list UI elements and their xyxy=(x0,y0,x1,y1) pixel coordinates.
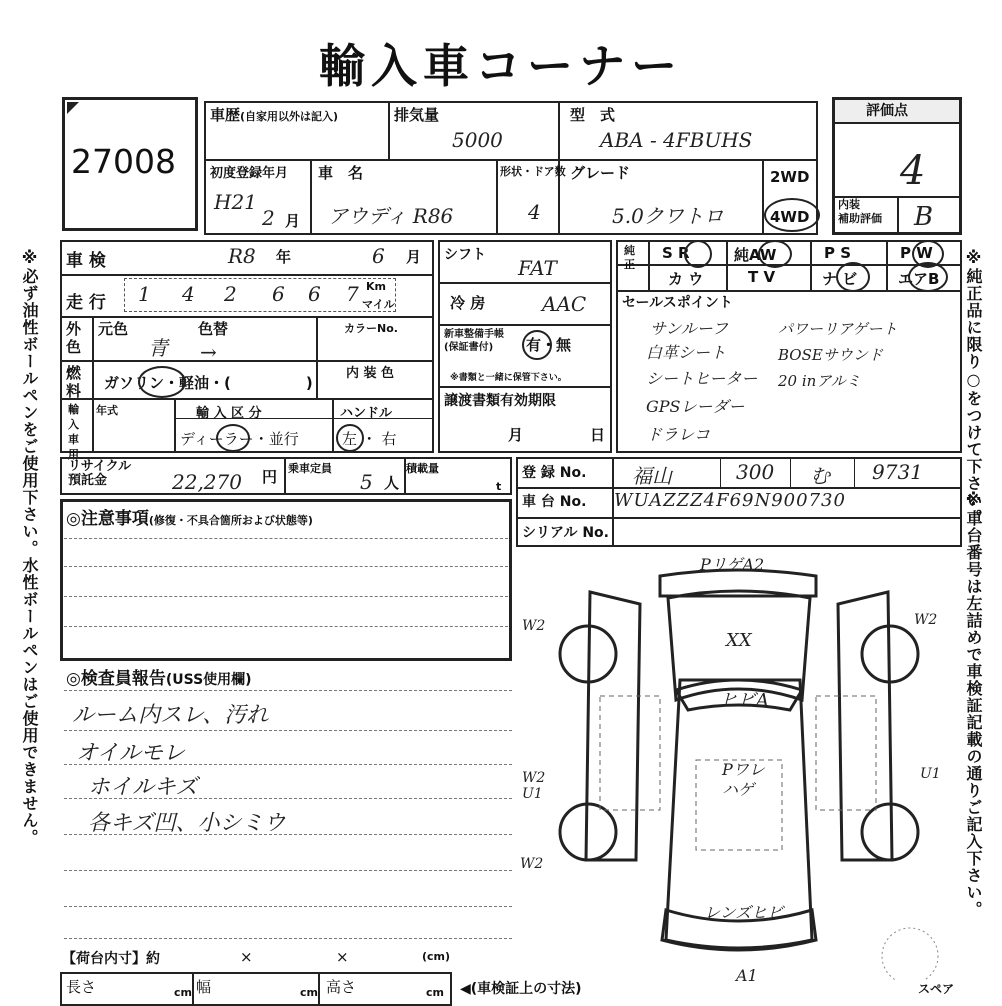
color-orig-label: 元色 xyxy=(98,320,129,338)
sales-point-left: シートヒーター xyxy=(646,369,758,388)
color-change-label: 色替 xyxy=(198,320,229,338)
displacement-value: 5000 xyxy=(452,128,503,152)
diagram-rear-mark: PリゲA2 xyxy=(700,555,765,574)
sales-point-left: 白革シート xyxy=(646,343,727,362)
registration-number: 9731 xyxy=(872,460,923,484)
sales-point-right: BOSEサウンド xyxy=(778,346,883,364)
mileage-label: 走 行 xyxy=(66,293,106,313)
dims-note: ◀(車検証上の寸法) xyxy=(460,981,582,997)
car-name-value: アウディ R86 xyxy=(328,204,454,228)
warranty-value: 有・無 xyxy=(526,336,572,354)
handle-value: 左 ・ 右 xyxy=(342,430,397,448)
diagram-front-mark: A1 xyxy=(736,966,758,985)
warranty-note: ※書類と一緒に保管下さい。 xyxy=(450,373,567,383)
cargo-unit: (cm) xyxy=(422,950,451,963)
mileage-digit: 4 xyxy=(182,282,195,306)
load-label: 積載量 xyxy=(406,462,439,475)
inspector-line: ルーム内スレ、汚れ xyxy=(72,703,269,728)
aircon-value: AAC xyxy=(542,292,587,316)
equipment-navi: ナ ビ xyxy=(822,270,858,288)
inspector-line: ホイルキズ xyxy=(88,775,198,800)
cert-month: 月 xyxy=(508,426,524,444)
right-margin-note-2: ※車台番号は左詰めで車検証記載の通りご記入下さい。 xyxy=(964,490,983,918)
first-reg-year: H21 xyxy=(214,190,257,214)
left-margin-note: ※必ず油性ボールペンをご使用下さい。水性ボールペンはご使用できません。 xyxy=(20,248,39,846)
dims-width: 幅 xyxy=(196,978,212,996)
capacity-value: 5 xyxy=(360,470,373,494)
equipment-sr: S R xyxy=(662,244,690,262)
interior-score-label: 内装 補助評価 xyxy=(838,198,882,225)
page-title: 輸入車コーナー xyxy=(319,39,683,93)
mileage-digit: 1 xyxy=(138,282,151,306)
handle-label: ハンドル xyxy=(340,406,393,421)
notes-label: ◎注意事項(修復・不具合箇所および状態等) xyxy=(66,509,313,529)
diagram-body-mark: Pワレ ハゲ xyxy=(722,760,765,799)
fuel-label: 燃料 xyxy=(66,364,82,400)
diagram-glass-mark: レンズヒビ xyxy=(704,903,784,922)
mileage-digit: 7 xyxy=(346,282,359,306)
import-kind-label: 輸 入 区 分 xyxy=(196,406,262,421)
mileage-unit-km: Km xyxy=(366,280,386,293)
shaken-month-label: 月 xyxy=(406,248,422,266)
dims-row xyxy=(60,972,452,1006)
import-year-label: 年式 xyxy=(96,404,118,417)
right-margin-note-1: ※純正品に限り○をつけて下さい。 xyxy=(964,248,983,526)
displacement-label: 排気量 xyxy=(394,106,440,124)
equipment-genuine-label: 純正 xyxy=(624,244,635,271)
diagram-xx-mark: XX xyxy=(726,630,752,651)
color-arrow: → xyxy=(200,340,217,364)
inspector-line: オイルモレ xyxy=(76,741,185,766)
recycle-label: リサイクル 預託金 xyxy=(68,459,132,488)
cargo-x1: × xyxy=(240,948,253,966)
serial-label: シリアル No. xyxy=(522,525,609,541)
chassis-label: 車 台 No. xyxy=(522,494,587,510)
sales-point-left: サンルーフ xyxy=(650,319,729,338)
spare-tire-label: スペア xyxy=(918,982,955,996)
mileage-digit: 2 xyxy=(224,282,237,306)
color-label: 外色 xyxy=(66,320,82,356)
dims-height-unit: cm xyxy=(426,986,444,999)
equipment-airbag: エアB xyxy=(898,270,940,288)
mileage-digit: 6 xyxy=(308,282,321,306)
fuel-options: ガソリン・軽油・( ) xyxy=(104,374,313,392)
car-name-label: 車 名 xyxy=(318,164,364,182)
diagram-left-rear-mark: W2 xyxy=(520,856,544,872)
shaken-month: 6 xyxy=(372,244,385,268)
score-value: 4 xyxy=(900,148,926,194)
import-label: 輸入車用 xyxy=(68,403,79,461)
grade-value: 5.0クワトロ xyxy=(612,204,724,228)
shaken-year: R8 xyxy=(228,244,256,268)
sales-point-right: パワーリアゲート xyxy=(778,320,898,338)
sales-point-right: 20 inアルミ xyxy=(778,372,861,390)
inspector-label: ◎検査員報告(USS使用欄) xyxy=(66,669,252,689)
score-label: 評価点 xyxy=(866,103,908,119)
chassis-value: WUAZZZ4F69N900730 xyxy=(614,490,846,511)
diagram-right-mid-mark: U1 xyxy=(920,766,941,782)
first-reg-month-label: 月 xyxy=(285,212,301,230)
grade-label: グレード xyxy=(570,164,631,182)
sales-points-label: セールスポイント xyxy=(622,295,733,311)
dims-length-unit: cm xyxy=(174,986,192,999)
inspector-line: 各キズ凹、小シミウ xyxy=(88,811,286,836)
vehicle-detail-block xyxy=(60,240,434,453)
mileage-digits xyxy=(124,278,396,312)
equipment-ps: P S xyxy=(824,244,852,262)
doors-label: 形状・ドア数 xyxy=(500,165,566,178)
shaken-year-label: 年 xyxy=(276,248,292,266)
dims-height: 高さ xyxy=(326,978,357,996)
drive-4wd: 4WD xyxy=(770,208,810,226)
warranty-label: 新車整備手帳 (保証書付) xyxy=(444,329,504,353)
dims-length: 長さ xyxy=(66,978,97,996)
capacity-unit: 人 xyxy=(384,474,400,492)
shaken-label: 車 検 xyxy=(66,251,106,271)
model-code-value: ABA - 4FBUHS xyxy=(600,128,753,152)
sales-point-left: ドラレコ xyxy=(646,425,711,444)
equipment-pw: P W xyxy=(900,244,933,262)
diagram-window-mark: ヒビA xyxy=(720,690,769,711)
color-code-label: カラーNo. xyxy=(344,322,398,335)
registration-label: 登 録 No. xyxy=(522,465,587,481)
mileage-digit: 6 xyxy=(272,282,285,306)
interior-score-value: B xyxy=(914,202,934,232)
dims-width-unit: cm xyxy=(300,986,318,999)
registration-area: 福山 xyxy=(632,464,672,488)
first-reg-label: 初度登録年月 xyxy=(210,166,289,181)
shift-label: シフト xyxy=(444,247,486,263)
recycle-value: 22,270 xyxy=(172,470,242,494)
registration-kana: む xyxy=(810,464,830,488)
aircon-label: 冷 房 xyxy=(450,294,486,312)
diagram-left-mid-mark: W2 U1 xyxy=(522,770,546,802)
cargo-label: 【荷台内寸】約 xyxy=(62,951,160,967)
model-code-label: 型 式 xyxy=(570,106,616,124)
cargo-x2: × xyxy=(336,948,349,966)
color-orig-value: 青 xyxy=(148,336,168,360)
mileage-unit-mile: マイル xyxy=(362,298,395,311)
doors-value: 4 xyxy=(528,200,541,224)
capacity-label: 乗車定員 xyxy=(288,462,332,475)
equipment-tv: T V xyxy=(748,268,776,286)
load-unit: t xyxy=(496,480,502,493)
sales-point-left: GPSレーダー xyxy=(646,397,745,416)
lot-number-box xyxy=(62,97,198,231)
first-reg-month: 2 xyxy=(262,206,275,230)
equipment-aw: 純AW xyxy=(734,246,777,264)
registration-class: 300 xyxy=(736,460,775,484)
recycle-unit: 円 xyxy=(262,468,278,486)
interior-color-label: 内 装 色 xyxy=(346,366,395,381)
lot-number: 27008 xyxy=(71,142,176,181)
import-kind-value: ディーラー・並行 xyxy=(180,430,299,448)
cert-day: 日 xyxy=(590,426,606,444)
cert-label: 譲渡書類有効期限 xyxy=(444,393,556,409)
history-label: 車歴(自家用以外は記入) xyxy=(210,106,339,124)
diagram-left-front-mark: W2 xyxy=(522,618,546,634)
shift-value: FAT xyxy=(518,256,557,280)
drive-2wd: 2WD xyxy=(770,168,810,186)
diagram-right-front-mark: W2 xyxy=(914,612,938,628)
equipment-kawa: カ ウ xyxy=(668,270,704,288)
